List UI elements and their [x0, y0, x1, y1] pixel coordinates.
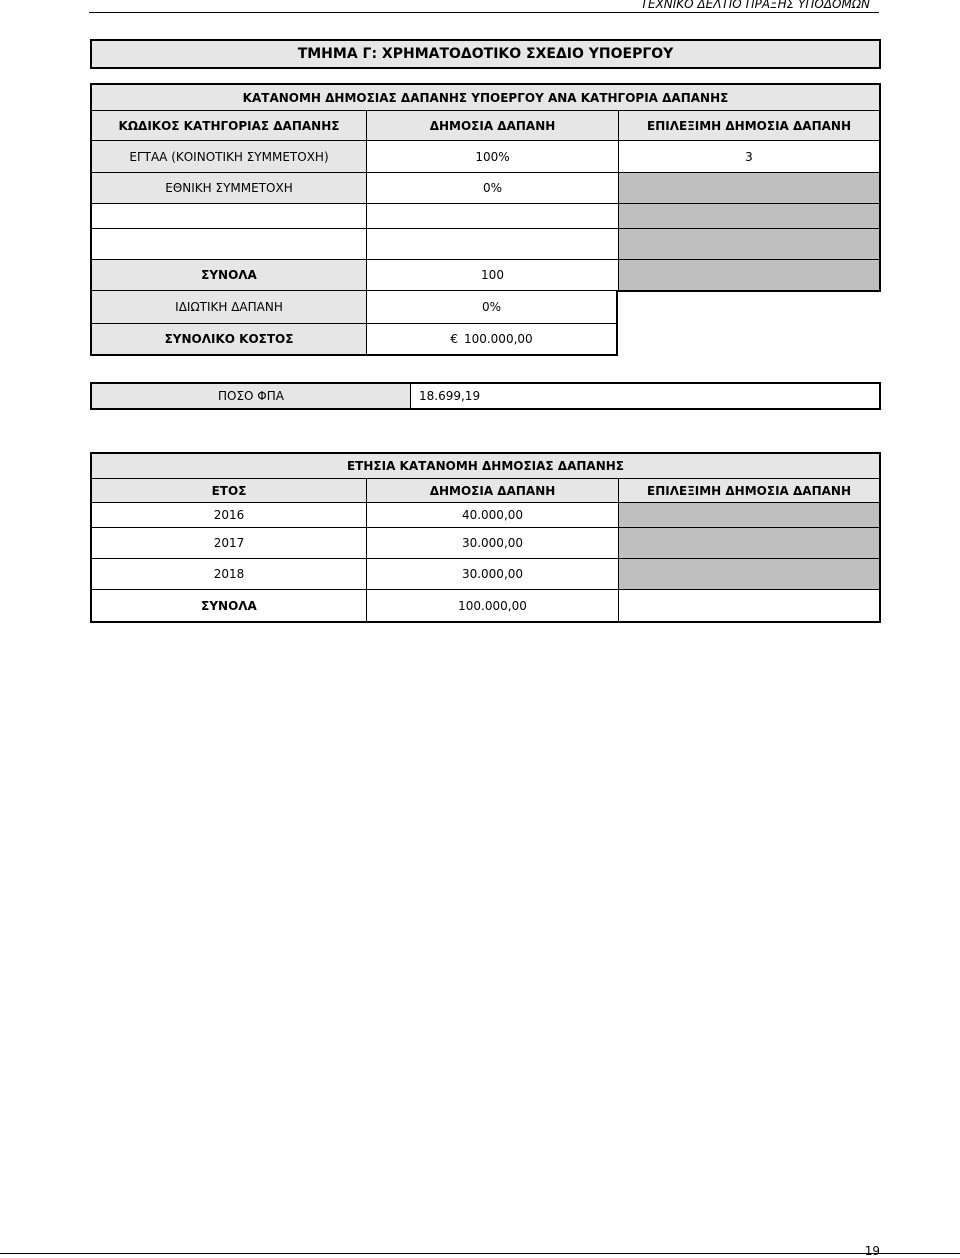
allocation-row-eligible: 3: [618, 141, 881, 173]
allocation-totals-public: 100: [366, 260, 618, 291]
allocation-row-public: [366, 229, 618, 260]
euro-sign: €: [450, 332, 458, 346]
annual-row-year: 2018: [90, 559, 366, 590]
allocation-row-public: [366, 204, 618, 229]
allocation-totals-eligible: [618, 260, 881, 292]
annual-totals-public: 100.000,00: [366, 590, 618, 623]
private-expense-value: 0%: [366, 291, 618, 324]
header-rule: [89, 12, 879, 13]
allocation-row-eligible: [618, 229, 881, 260]
private-expense-label: ΙΔΙΩΤΙΚΗ ΔΑΠΑΝΗ: [90, 291, 366, 324]
annual-col-public: ΔΗΜΟΣΙΑ ΔΑΠΑΝΗ: [366, 478, 618, 503]
annual-row-year: 2017: [90, 528, 366, 559]
annual-row-year: 2016: [90, 503, 366, 528]
total-cost-amount: 100.000,00: [463, 332, 533, 346]
allocation-row-eligible: [618, 204, 881, 229]
allocation-row-public: 0%: [366, 173, 618, 204]
vat-value: 18.699,19: [410, 382, 881, 410]
allocation-col-eligible: ΕΠΙΛΕΞΙΜΗ ΔΗΜΟΣΙΑ ΔΑΠΑΝΗ: [618, 110, 881, 141]
allocation-row-category: [90, 204, 366, 229]
section-title: ΤΜΗΜΑ Γ: ΧΡΗΜΑΤΟΔΟΤΙΚΟ ΣΧΕΔΙΟ ΥΠΟΕΡΓΟΥ: [90, 39, 881, 69]
allocation-row-category: ΕΓΤΑΑ (ΚΟΙΝΟΤΙΚΗ ΣΥΜΜΕΤΟΧΗ): [90, 141, 366, 173]
total-cost-label: ΣΥΝΟΛΙΚΟ ΚΟΣΤΟΣ: [90, 324, 366, 356]
annual-row-eligible: [618, 503, 881, 528]
annual-row-public: 30.000,00: [366, 559, 618, 590]
allocation-col-category: ΚΩΔΙΚΟΣ ΚΑΤΗΓΟΡΙΑΣ ΔΑΠΑΝΗΣ: [90, 110, 366, 141]
allocation-row-public: 100%: [366, 141, 618, 173]
allocation-row-category: [90, 229, 366, 260]
total-cost-value: [366, 324, 618, 356]
vat-label: ΠΟΣΟ ΦΠΑ: [90, 382, 410, 410]
annual-totals-label: ΣΥΝΟΛΑ: [90, 590, 366, 623]
allocation-col-public: ΔΗΜΟΣΙΑ ΔΑΠΑΝΗ: [366, 110, 618, 141]
allocation-title: ΚΑΤΑΝΟΜΗ ΔΗΜΟΣΙΑΣ ΔΑΠΑΝΗΣ ΥΠΟΕΡΓΟΥ ΑΝΑ ΚΑΤΗΓΟΡΙΑ ΔΑΠΑΝΗΣ: [90, 83, 881, 110]
annual-row-eligible: [618, 528, 881, 559]
page-number: 19: [864, 1244, 880, 1258]
annual-totals-eligible: [618, 590, 881, 623]
annual-title: ΕΤΗΣΙΑ ΚΑΤΑΝΟΜΗ ΔΗΜΟΣΙΑΣ ΔΑΠΑΝΗΣ: [90, 452, 881, 478]
allocation-row-category: ΕΘΝΙΚΗ ΣΥΜΜΕΤΟΧΗ: [90, 173, 366, 204]
annual-col-eligible: ΕΠΙΛΕΞΙΜΗ ΔΗΜΟΣΙΑ ΔΑΠΑΝΗ: [618, 478, 881, 503]
annual-row-public: 40.000,00: [366, 503, 618, 528]
annual-row-public: 30.000,00: [366, 528, 618, 559]
annual-col-year: ΕΤΟΣ: [90, 478, 366, 503]
allocation-totals-label: ΣΥΝΟΛΑ: [90, 260, 366, 291]
annual-row-eligible: [618, 559, 881, 590]
footer-rule: [0, 1253, 960, 1254]
allocation-row-eligible: [618, 173, 881, 204]
document-header-title: ΤΕΧΝΙΚΟ ΔΕΛΤΙΟ ΠΡΑΞΗΣ ΥΠΟΔΟΜΩΝ: [640, 0, 870, 11]
